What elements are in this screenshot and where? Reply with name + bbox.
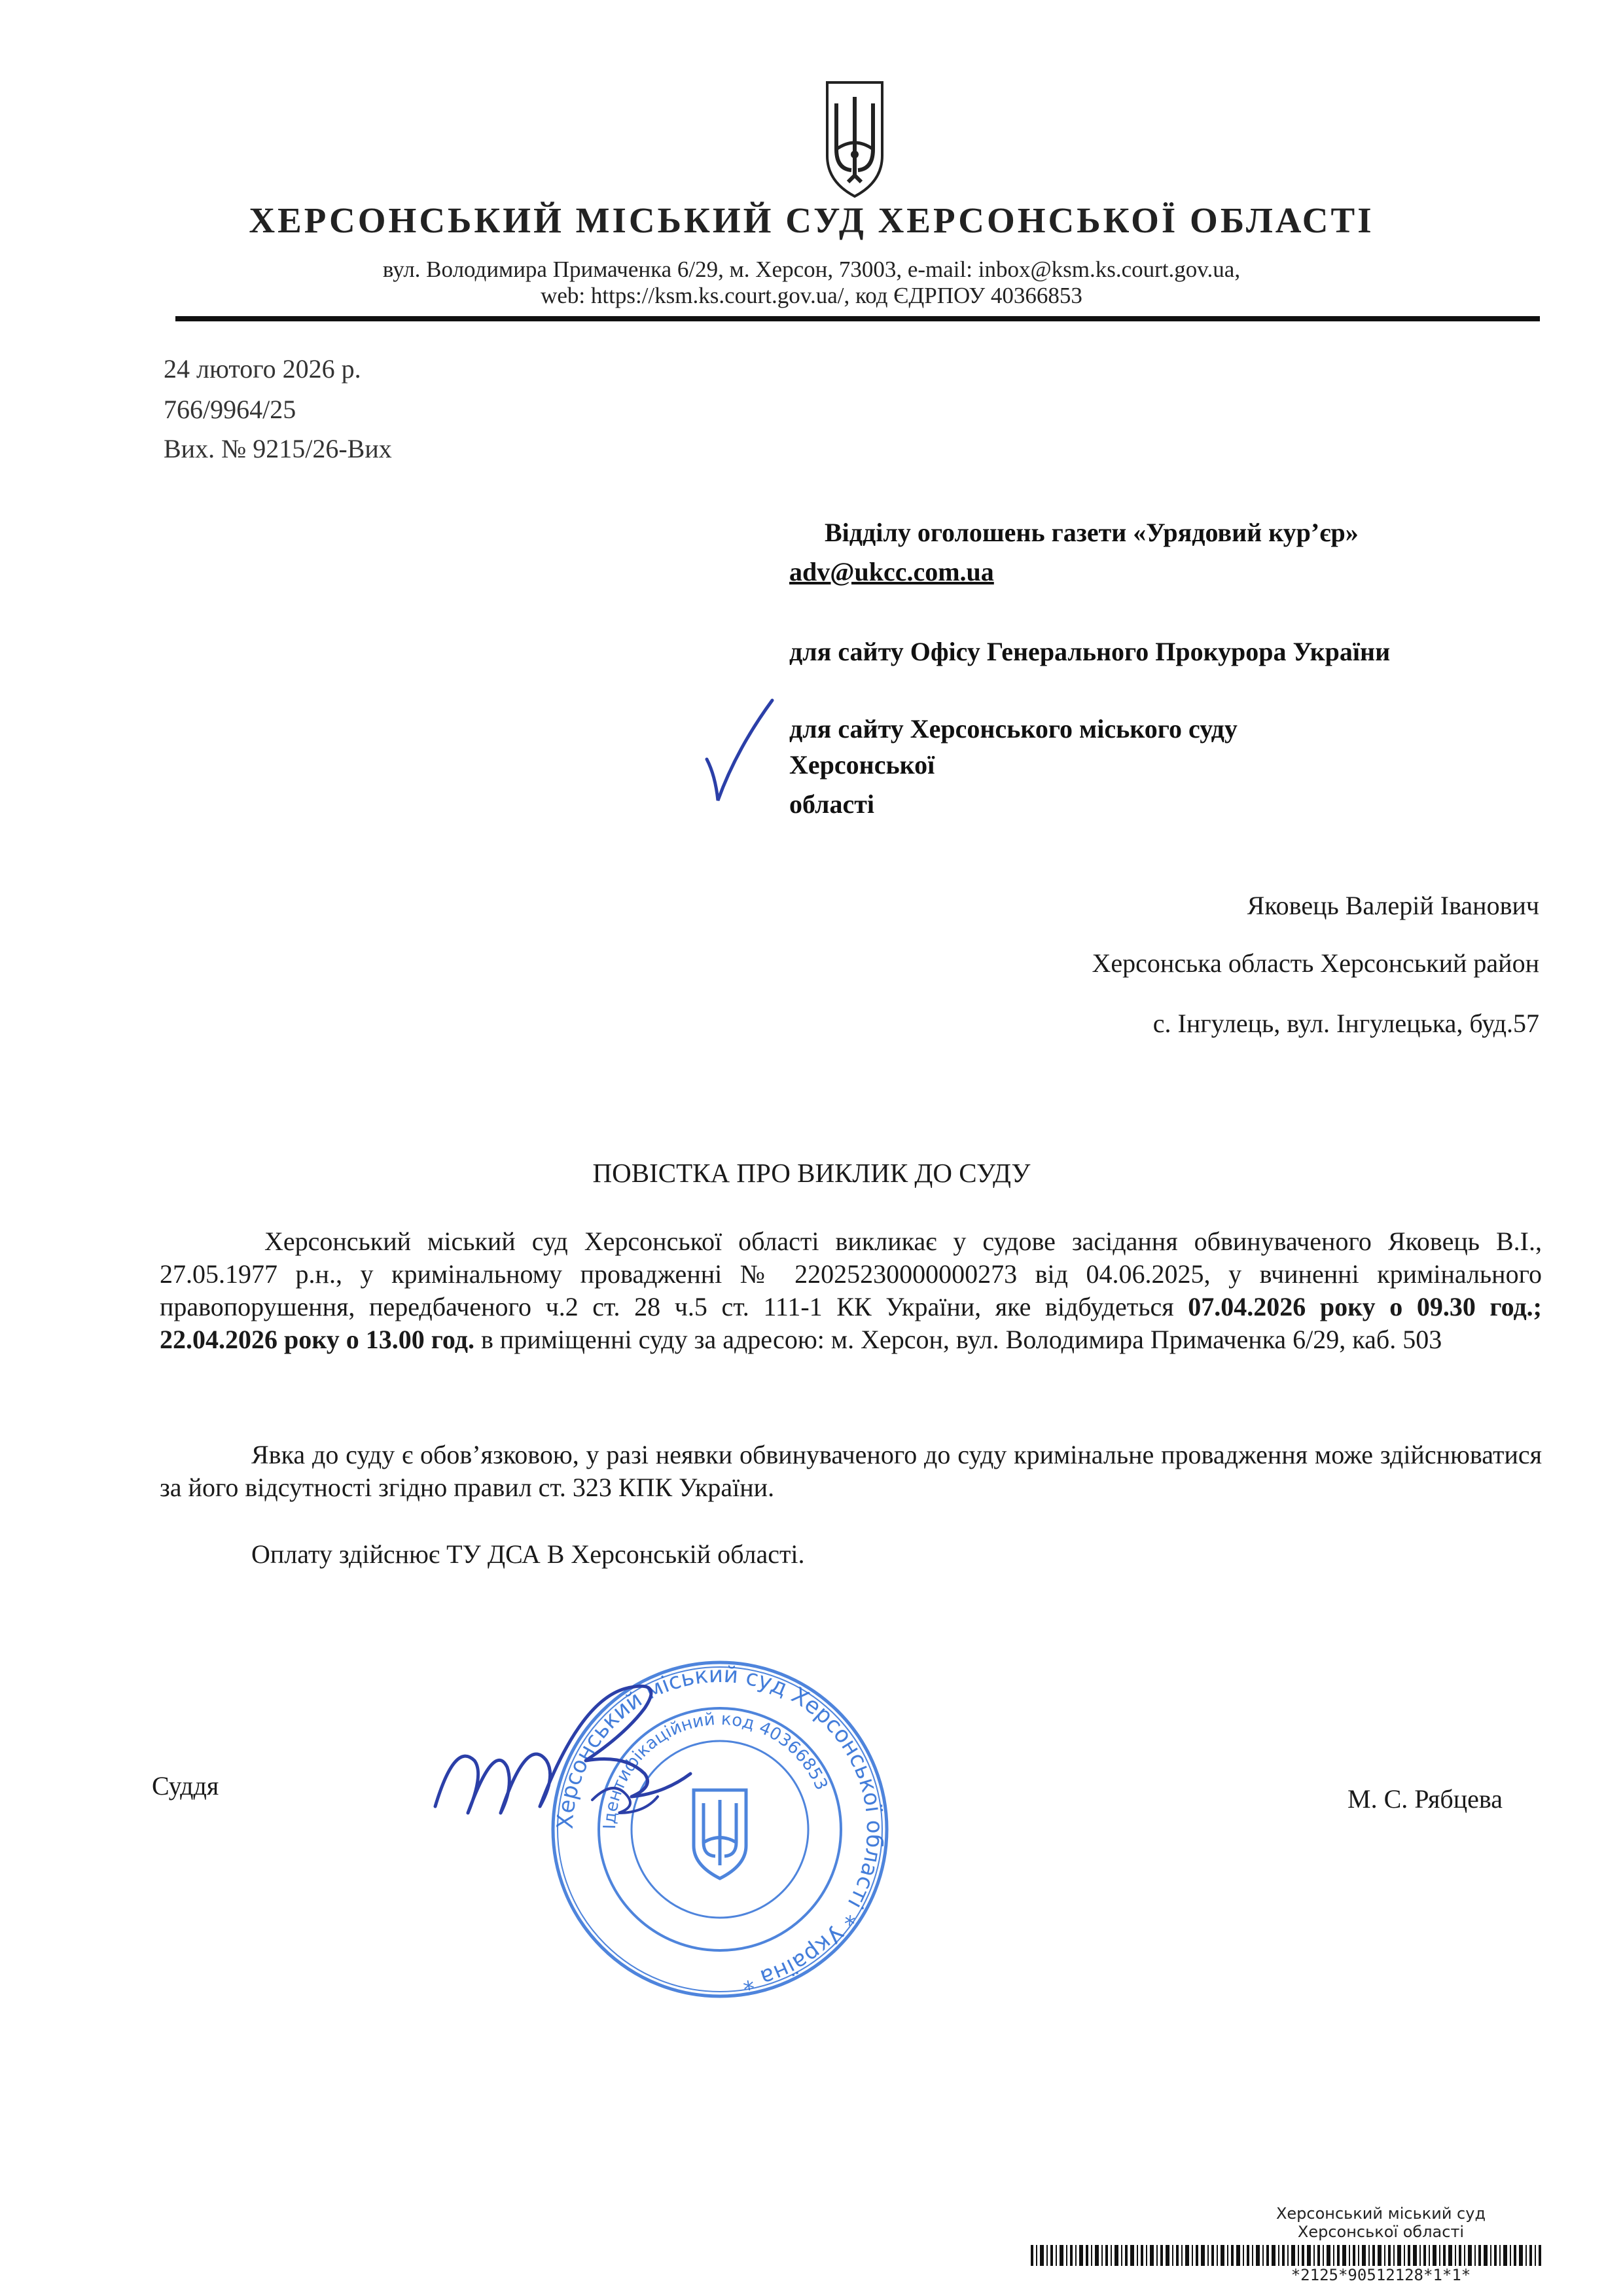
judge-name: М. С. Рябцева bbox=[1347, 1784, 1503, 1814]
summons-location: в приміщенні суду за адресою: м. Херсон, вул. Володимира Примаченка 6/29, каб. 503 bbox=[474, 1325, 1442, 1354]
barcode bbox=[1031, 2245, 1541, 2266]
recipient-newspaper: Відділу оголошень газети «Урядовий кур’єр» bbox=[825, 518, 1359, 547]
addressee-name: Яковець Валерій Іванович bbox=[1247, 891, 1539, 920]
stamp-outer-text: Херсонський міський суд Херсонської області * Україна * bbox=[552, 1661, 888, 1996]
footer-court-line1: Херсонський міський суд bbox=[1275, 2204, 1486, 2223]
court-address-line: вул. Володимира Примаченка 6/29, м. Херсон, 73003, e-mail: inbox@ksm.ks.court.gov.ua, bbox=[382, 257, 1241, 282]
judge-signature bbox=[429, 1662, 704, 1859]
document-title: ПОВІСТКА ПРО ВИКЛИК ДО СУДУ bbox=[592, 1158, 1031, 1188]
recipient-court-site: для сайту Херсонського міського суду bbox=[789, 714, 1238, 744]
recipient-email-link[interactable]: adv@ukcc.com.ua bbox=[789, 557, 994, 586]
attendance-paragraph: Явка до суду є обов’язковою, у разі неявки обвинуваченого до суду кримінальне провадження може здійснюватися за його відсутності згідно правил ст. 323 КПК України. bbox=[160, 1440, 1542, 1502]
case-number: 766/9964/25 bbox=[164, 395, 296, 424]
document-date: 24 лютого 2026 р. bbox=[164, 354, 361, 384]
judge-role: Суддя bbox=[152, 1771, 219, 1801]
hearing-dates: 07.04.2026 року о 09.30 год.; 22.04.2026 року о 13.00 год. bbox=[160, 1292, 1542, 1354]
checkmark-icon bbox=[704, 697, 776, 805]
recipient-prosecutor-site: для сайту Офісу Генерального Прокурора України bbox=[789, 637, 1391, 666]
payment-paragraph: Оплату здійснює ТУ ДСА В Херсонській області. bbox=[251, 1539, 805, 1569]
footer-court-line2: Херсонської області bbox=[1297, 2223, 1465, 2241]
addressee-region: Херсонська область Херсонський район bbox=[1092, 948, 1539, 978]
court-title: ХЕРСОНСЬКИЙ МІСЬКИЙ СУД ХЕРСОНСЬКОЇ ОБЛАСТІ bbox=[249, 200, 1374, 240]
summons-text: Херсонський міський суд Херсонської області викликає у судове засідання обвинуваченого Яковець В.І., 27.05.1977 р.н., у кримінальному провадженні № 22025230000000273 від 04.06.2025, у вчиненні кримінального правопорушення, передбаченого ч.2 ст. 28 ч.5 ст. 111-1 КК України, яке відбудеться bbox=[160, 1227, 1542, 1321]
court-web-line: web: https://ksm.ks.court.gov.ua/, код ЄДРПОУ 40366853 bbox=[541, 283, 1082, 308]
coat-of-arms-icon bbox=[822, 77, 887, 202]
summons-paragraph bbox=[160, 1225, 1542, 1356]
outgoing-number: Вих. № 9215/26-Вих bbox=[164, 434, 392, 463]
recipient-court-site-line2: Херсонської bbox=[789, 750, 935, 780]
stamp-inner-text: Ідентифікаційний код 40366853 bbox=[599, 1709, 832, 1830]
barcode-number: *2125*90512128*1*1* bbox=[1291, 2266, 1471, 2284]
header-divider bbox=[175, 316, 1540, 321]
addressee-street: с. Інгулець, вул. Інгулецька, буд.57 bbox=[1152, 1009, 1539, 1038]
recipient-court-site-line3: області bbox=[789, 789, 874, 819]
